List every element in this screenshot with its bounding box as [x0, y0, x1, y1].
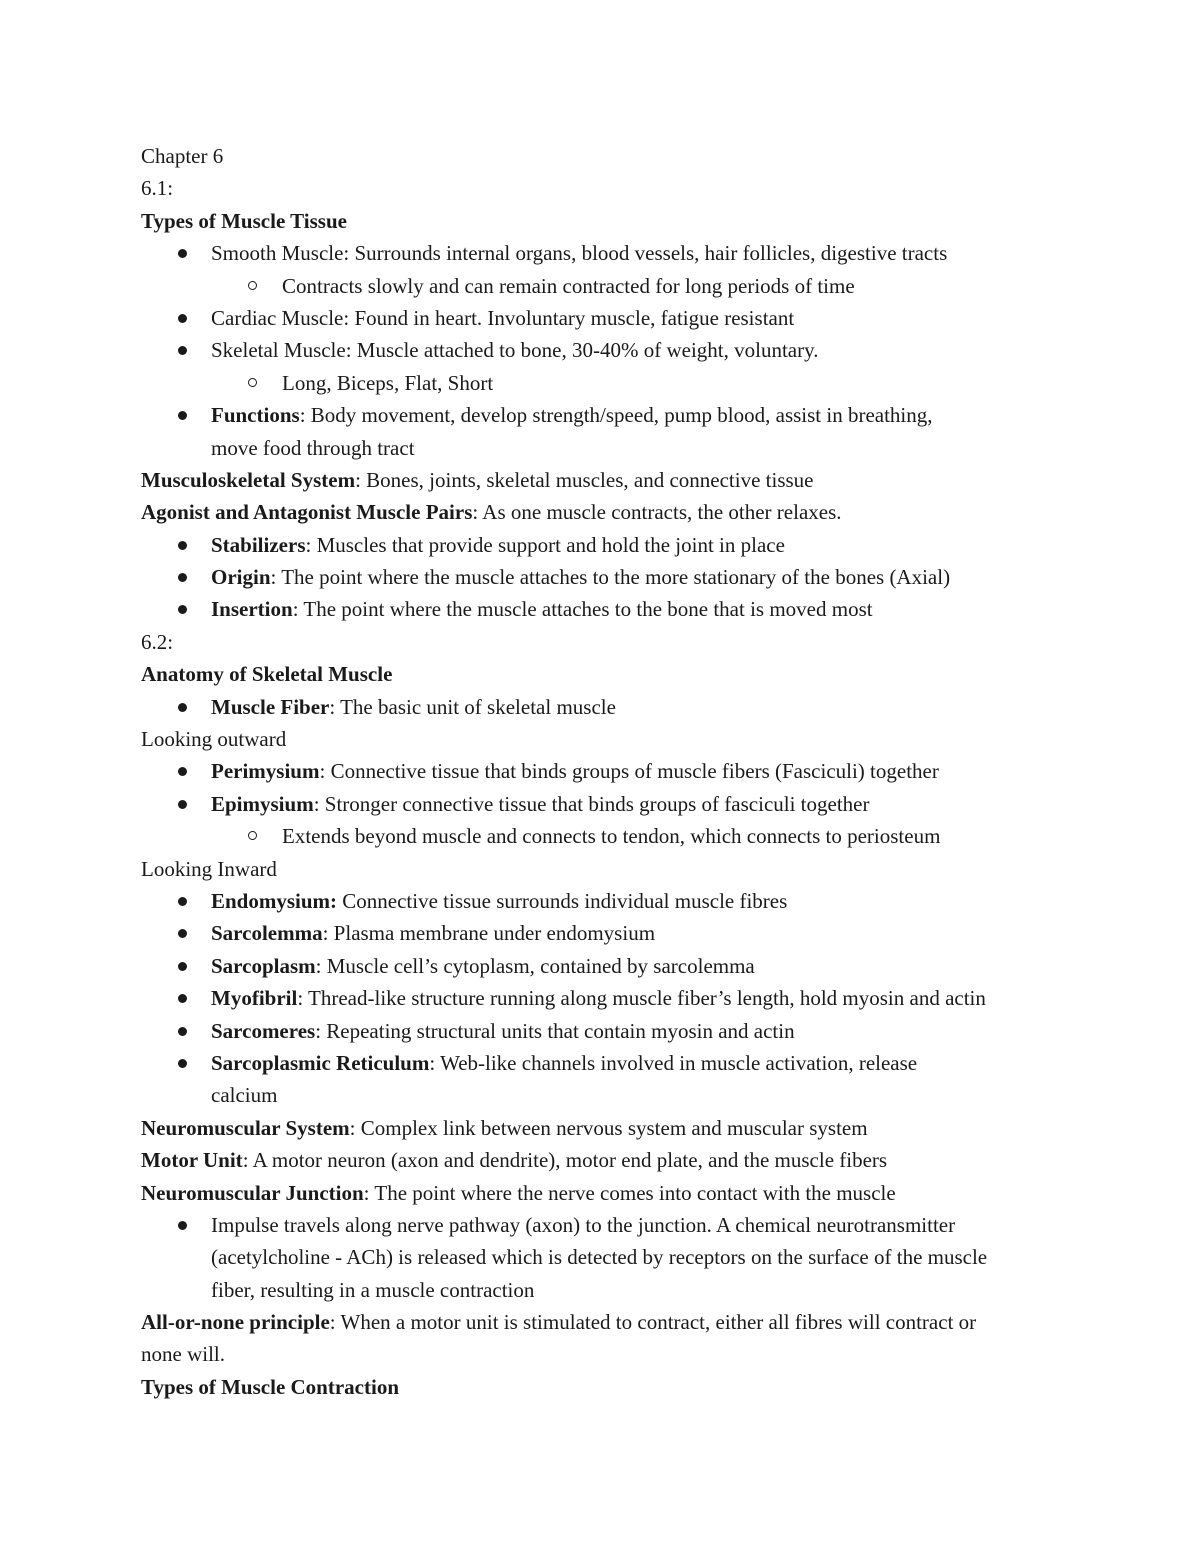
- line-text: : Thread-like structure running along muscle fiber’s length, hold myosin and actin: [297, 986, 986, 1011]
- line-text: Looking Inward: [141, 856, 277, 881]
- bullet-icon: [178, 897, 187, 906]
- bold-term: Anatomy of Skeletal Muscle: [141, 662, 393, 687]
- line-text: : A motor neuron (axon and dendrite), motor end plate, and the muscle fibers: [242, 1148, 888, 1173]
- list-item: [0, 1209, 1200, 1241]
- continuation-line: [0, 1241, 1200, 1273]
- bullet-icon: [178, 541, 187, 550]
- list-item: [0, 691, 1200, 723]
- line-text: Connective tissue surrounds individual muscle fibres: [337, 888, 788, 913]
- line-text: fiber, resulting in a muscle contraction: [211, 1277, 535, 1302]
- line-text: Smooth Muscle: Surrounds internal organs, blood vessels, hair follicles, digestive tracts: [211, 241, 948, 266]
- list-item: [0, 529, 1200, 561]
- bullet-icon: [178, 249, 187, 258]
- bold-term: Endomysium:: [211, 888, 338, 913]
- text-line: [0, 1306, 1200, 1338]
- bold-term: Perimysium: [211, 759, 320, 784]
- bold-term: All-or-none principle: [141, 1310, 330, 1335]
- line-text: : The point where the muscle attaches to the more stationary of the bones (Axial): [270, 565, 951, 590]
- text-line: [0, 853, 1200, 885]
- bold-term: Types of Muscle Tissue: [141, 208, 347, 233]
- bullet-icon: [178, 605, 187, 614]
- list-item: [0, 367, 1200, 399]
- line-text: : Bones, joints, skeletal muscles, and connective tissue: [355, 467, 814, 492]
- bold-term: Muscle Fiber: [211, 694, 330, 719]
- hollow-bullet-icon: [248, 378, 257, 387]
- bullet-icon: [178, 314, 187, 323]
- line-text: : Stronger connective tissue that binds groups of fasciculi together: [313, 791, 870, 816]
- list-item: [0, 982, 1200, 1014]
- line-text: : Plasma membrane under endomysium: [322, 921, 656, 946]
- list-item: [0, 885, 1200, 917]
- bullet-icon: [178, 929, 187, 938]
- line-text: (acetylcholine - ACh) is released which is detected by receptors on the surface of the muscle: [211, 1245, 988, 1270]
- line-text: : Complex link between nervous system and muscular system: [349, 1115, 868, 1140]
- line-text: Cardiac Muscle: Found in heart. Involuntary muscle, fatigue resistant: [211, 305, 795, 330]
- line-text: Looking outward: [141, 727, 287, 752]
- bold-term: Epimysium: [211, 791, 314, 816]
- bold-term: Insertion: [211, 597, 293, 622]
- line-text: 6.1:: [141, 176, 174, 201]
- text-line: [0, 496, 1200, 528]
- bold-term: Origin: [211, 565, 271, 590]
- list-item: [0, 334, 1200, 366]
- bold-term: Motor Unit: [141, 1148, 243, 1173]
- line-text: move food through tract: [211, 435, 415, 460]
- bold-term: Agonist and Antagonist Muscle Pairs: [141, 500, 473, 525]
- line-text: : Web-like channels involved in muscle activation, release: [429, 1050, 918, 1075]
- continuation-line: [0, 1079, 1200, 1111]
- text-line: [0, 464, 1200, 496]
- line-text: : As one muscle contracts, the other relaxes.: [472, 500, 842, 525]
- bullet-icon: [178, 767, 187, 776]
- bullet-icon: [178, 962, 187, 971]
- bold-term: Myofibril: [211, 986, 298, 1011]
- bold-term: Neuromuscular Junction: [141, 1180, 364, 1205]
- line-text: : The point where the muscle attaches to the bone that is moved most: [292, 597, 873, 622]
- text-line: [0, 1177, 1200, 1209]
- list-item: [0, 270, 1200, 302]
- continuation-line: [0, 432, 1200, 464]
- bullet-icon: [178, 800, 187, 809]
- text-line: [0, 1112, 1200, 1144]
- bullet-icon: [178, 1027, 187, 1036]
- line-text: Extends beyond muscle and connects to tendon, which connects to periosteum: [282, 824, 941, 849]
- hollow-bullet-icon: [248, 281, 257, 290]
- bold-term: Sarcomeres: [211, 1018, 316, 1043]
- line-text: : When a motor unit is stimulated to contract, either all fibres will contract or: [329, 1310, 977, 1335]
- list-item: [0, 1047, 1200, 1079]
- bold-term: Sarcoplasm: [211, 953, 316, 978]
- line-text: Contracts slowly and can remain contracted for long periods of time: [282, 273, 855, 298]
- list-item: [0, 917, 1200, 949]
- list-item: [0, 399, 1200, 431]
- line-text: calcium: [211, 1083, 278, 1108]
- bold-term: Functions: [211, 403, 300, 428]
- line-text: Skeletal Muscle: Muscle attached to bone, 30-40% of weight, voluntary.: [211, 338, 819, 363]
- line-text: none will.: [141, 1342, 225, 1367]
- text-line: [0, 140, 1200, 172]
- bullet-icon: [178, 994, 187, 1003]
- line-text: Impulse travels along nerve pathway (axon) to the junction. A chemical neurotransmitter: [211, 1212, 956, 1237]
- bullet-icon: [178, 411, 187, 420]
- bold-term: Stabilizers: [211, 532, 306, 557]
- line-text: Chapter 6: [141, 144, 224, 168]
- line-text: Long, Biceps, Flat, Short: [282, 370, 494, 395]
- bold-term: Sarcoplasmic Reticulum: [211, 1050, 430, 1075]
- bullet-icon: [178, 1221, 187, 1230]
- line-text: : The basic unit of skeletal muscle: [329, 694, 616, 719]
- line-text: : The point where the nerve comes into contact with the muscle: [363, 1180, 896, 1205]
- text-line: [0, 658, 1200, 690]
- list-item: [0, 950, 1200, 982]
- line-text: : Muscles that provide support and hold the joint in place: [305, 532, 785, 557]
- bullet-icon: [178, 346, 187, 355]
- list-item: [0, 1015, 1200, 1047]
- text-line: [0, 1371, 1200, 1403]
- text-line: [0, 172, 1200, 204]
- bold-term: Types of Muscle Contraction: [141, 1374, 399, 1399]
- list-item: [0, 820, 1200, 852]
- bold-term: Sarcolemma: [211, 921, 323, 946]
- list-item: [0, 561, 1200, 593]
- bold-term: Musculoskeletal System: [141, 467, 356, 492]
- hollow-bullet-icon: [248, 831, 257, 840]
- list-item: [0, 788, 1200, 820]
- text-line: [0, 205, 1200, 237]
- bullet-icon: [178, 1059, 187, 1068]
- bullet-icon: [178, 703, 187, 712]
- bullet-icon: [178, 573, 187, 582]
- line-text: 6.2:: [141, 629, 174, 654]
- text-line: [0, 626, 1200, 658]
- bold-term: Neuromuscular System: [141, 1115, 350, 1140]
- list-item: [0, 302, 1200, 334]
- list-item: [0, 755, 1200, 787]
- line-text: : Muscle cell’s cytoplasm, contained by sarcolemma: [315, 953, 755, 978]
- text-line: [0, 1144, 1200, 1176]
- text-line: [0, 723, 1200, 755]
- text-line: [0, 1338, 1200, 1370]
- list-item: [0, 593, 1200, 625]
- line-text: : Repeating structural units that contain myosin and actin: [315, 1018, 795, 1043]
- line-text: : Body movement, develop strength/speed, pump blood, assist in breathing,: [299, 403, 933, 428]
- line-text: : Connective tissue that binds groups of muscle fibers (Fasciculi) together: [319, 759, 939, 784]
- continuation-line: [0, 1274, 1200, 1306]
- list-item: [0, 237, 1200, 269]
